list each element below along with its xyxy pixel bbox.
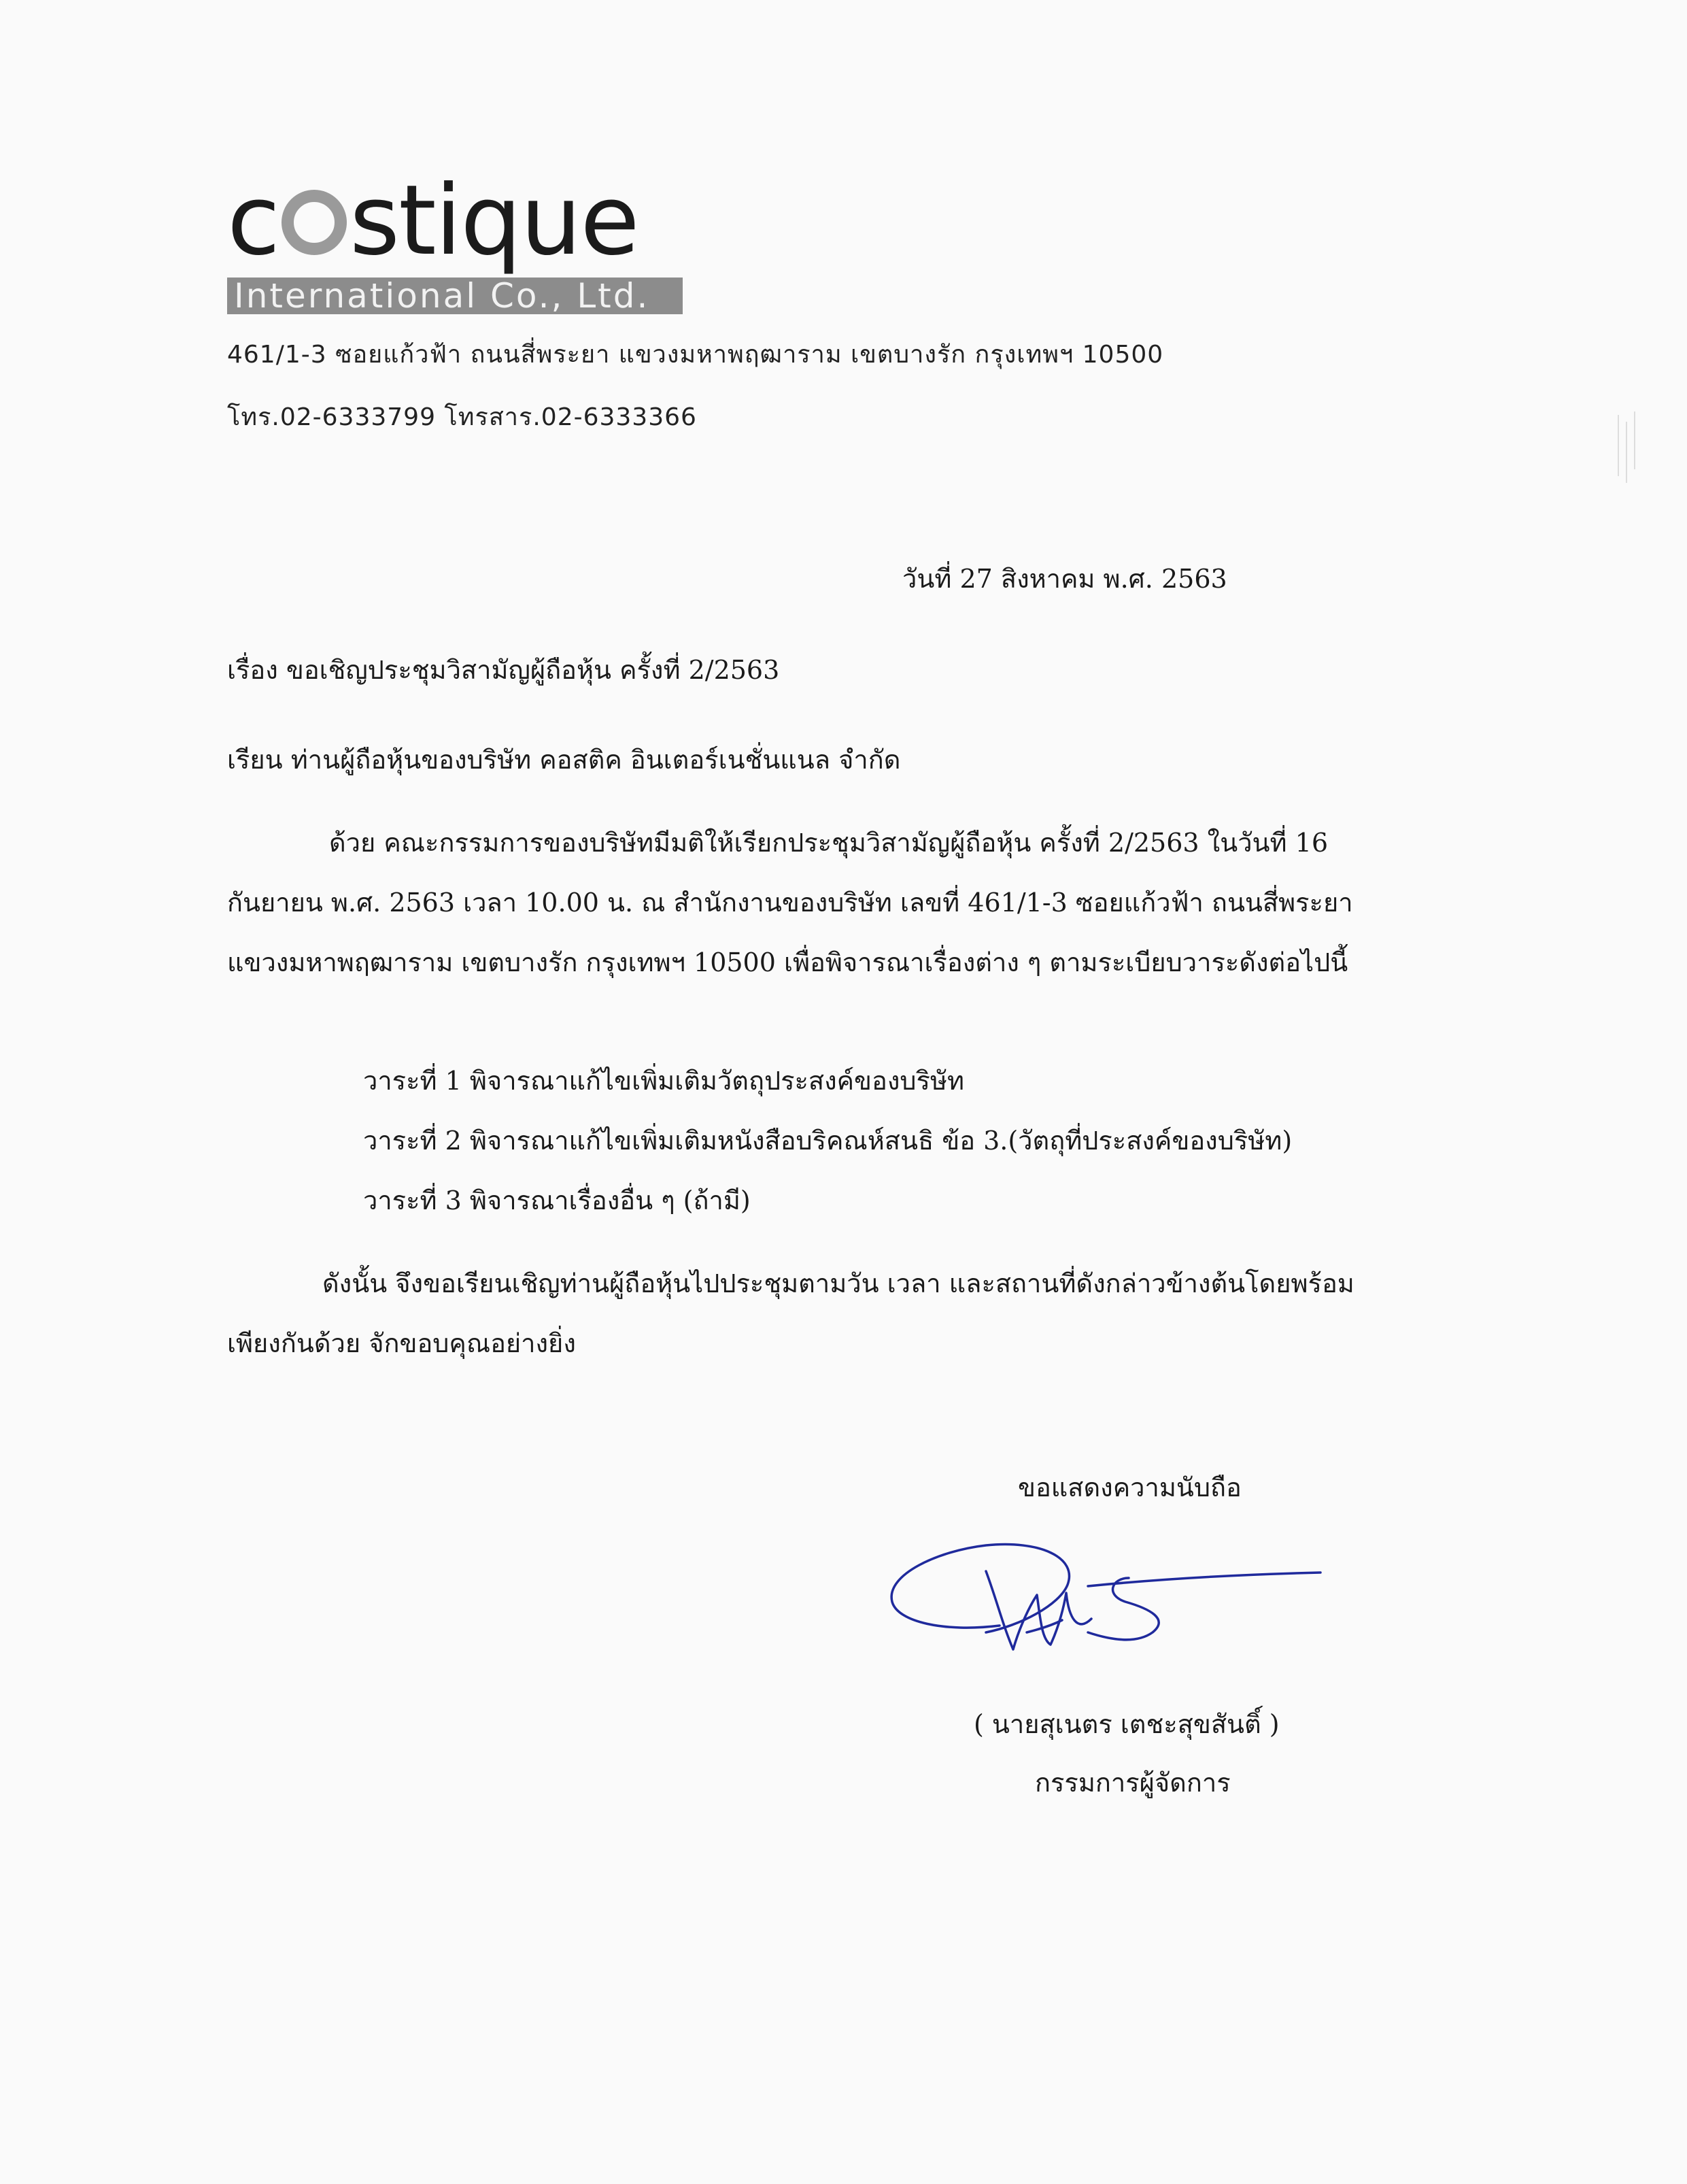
signer-title: กรรมการผู้จัดการ [1035,1768,1231,1798]
company-address: 461/1-3 ซอยแก้วฟ้า ถนนสี่พระยา แขวงมหาพฤฒาราม เขตบางรัก กรุงเทพฯ 10500 [227,341,1164,369]
handwritten-signature [884,1530,1346,1687]
logo-wordmark [227,165,638,277]
letter-date: วันที่ 27 สิงหาคม พ.ศ. 2563 [902,564,1227,594]
logo-band [227,278,683,314]
company-phone-fax: โทร.02-6333799 โทรสาร.02-6333366 [227,403,697,431]
signer-name: ( นายสุเนตร เตชะสุขสันติ์ ) [974,1709,1280,1739]
logo-letter-c: c [227,165,279,277]
agenda-item-3: วาระที่ 3 พิจารณาเรื่องอื่น ๆ (ถ้ามี) [363,1186,751,1215]
body-line-1: ด้วย คณะกรรมการของบริษัทมีมติให้เรียกประชุมวิสามัญผู้ถือหุ้น ครั้งที่ 2/2563 ในวันที่ 16 [329,828,1328,858]
scan-artifact [1612,408,1652,490]
body-line-2: กันยายน พ.ศ. 2563 เวลา 10.00 น. ณ สำนักงานของบริษัท เลขที่ 461/1-3 ซอยแก้วฟ้า ถนนสี่พระยา [227,888,1353,918]
letter-salutation: เรียน ท่านผู้ถือหุ้นของบริษัท คอสติค อินเตอร์เนชั่นแนล จำกัด [227,745,901,775]
logo-ring-icon [282,190,347,255]
closing-line-2: เพียงกันด้วย จักขอบคุณอย่างยิ่ง [227,1328,576,1358]
closing-line-1: ดังนั้น จึงขอเรียนเชิญท่านผู้ถือหุ้นไปประชุมตามวัน เวลา และสถานที่ดังกล่าวข้างต้นโดยพร้อม [322,1269,1354,1298]
agenda-item-1: วาระที่ 1 พิจารณาแก้ไขเพิ่มเติมวัตถุประสงค์ของบริษัท [363,1066,965,1096]
logo-letters-stique: stique [350,165,638,277]
agenda-item-2: วาระที่ 2 พิจารณาแก้ไขเพิ่มเติมหนังสือบริคณห์สนธิ ข้อ 3.(วัตถุที่ประสงค์ของบริษัท) [363,1126,1293,1156]
logo-band-text: International Co., Ltd. [234,276,650,316]
company-logo [227,165,689,320]
letter-regards: ขอแสดงความนับถือ [1018,1473,1242,1502]
letter-subject: เรื่อง ขอเชิญประชุมวิสามัญผู้ถือหุ้น ครั้งที่ 2/2563 [227,655,780,685]
body-line-3: แขวงมหาพฤฒาราม เขตบางรัก กรุงเทพฯ 10500 เพื่อพิจารณาเรื่องต่าง ๆ ตามระเบียบวาระดังต่อไปนี้ [227,947,1348,977]
